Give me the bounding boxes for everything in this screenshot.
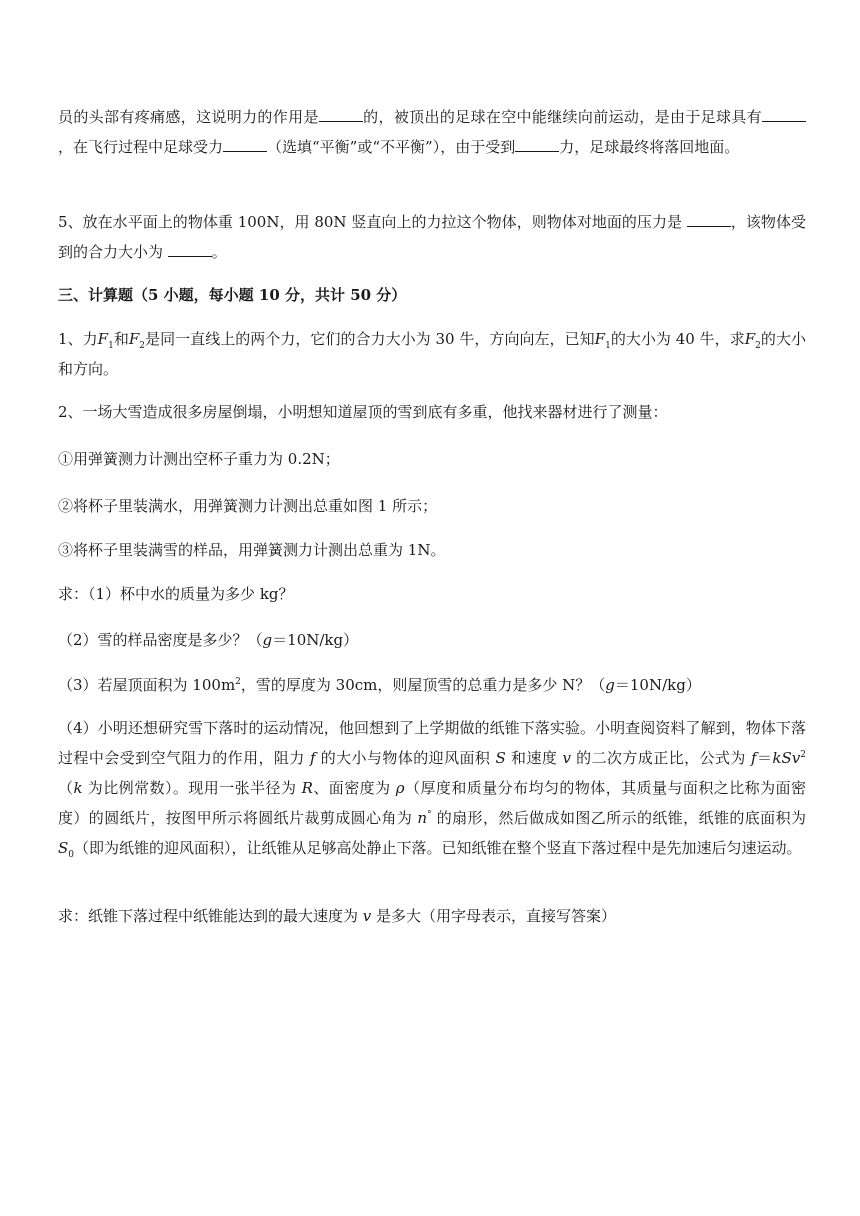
text: （厚度和质量分布均匀的物体，其质量与面积之比称为面密度）的圆纸片，按图甲所示将圆纸片裁剪成圆心角为 (58, 779, 806, 827)
step-2: ②将杯子里装满水，用弹簧测力计测出总重如图 1 所示； (58, 497, 438, 515)
step-1: ①用弹簧测力计测出空杯子重力为 0.2N； (58, 450, 340, 468)
paragraph-question-5 (58, 207, 806, 267)
text: 的，被顶出的足球在空中能继续向前运动，是由于足球具有 (362, 108, 762, 126)
text: 是同一直线上的两个力，它们的合力大小为 30 牛，方向向左，已知 (145, 330, 595, 348)
sub-question-1: 求：（1）杯中水的质量为多少 kg？ (58, 585, 294, 603)
sub-question-2 (58, 625, 806, 655)
answer-blank[interactable] (168, 242, 212, 257)
text: ，在飞行过程中足球受力 (58, 138, 224, 156)
text: ＝ (756, 749, 773, 767)
answer-blank[interactable] (515, 137, 559, 152)
sub: 0 (68, 850, 75, 860)
text: 的大小和方向。 (58, 330, 806, 378)
sup: 2 (235, 677, 241, 687)
text: 和 (113, 330, 129, 348)
text: ，雪的厚度为 30cm，则屋顶雪的总重力是多少 N？（ (240, 676, 606, 694)
step-3: ③将杯子里装满雪的样品，用弹簧测力计测出总重为 1N。 (58, 541, 446, 559)
calc-question-2-intro: 2、一场大雪造成很多房屋倒塌，小明想知道屋顶的雪到底有多重，他找来器材进行了测量： (58, 403, 668, 421)
text: （4）小明还想研究雪下落时的运动情况，他回想到了上学期做的纸锥下落实验。小明查阅资料了解到，物体下落过程中会受到空气阻力的作用，阻力 (58, 719, 806, 767)
text: 的大小为 40 牛，求 (610, 330, 745, 348)
text: 力，足球最终将落回地面。 (559, 138, 740, 156)
var-S0: S (58, 839, 69, 857)
text: 的扇形，然后做成如图乙所示的纸锥，纸锥的底面积为 (431, 809, 806, 827)
text: 是多大（用字母表示，直接写答案） (371, 907, 617, 925)
var-g: g (605, 676, 615, 694)
text: 、面密度为 (312, 779, 396, 797)
sub: 2 (139, 341, 146, 351)
text: ＝10N/kg） (614, 676, 701, 694)
text: （选填“平衡”或“不平衡”），由于受到 (267, 138, 516, 156)
var-F: F (594, 330, 606, 348)
sub-question-4 (58, 713, 806, 863)
text: ，该物体受到的合力大小为 (58, 213, 806, 261)
answer-blank[interactable] (687, 212, 731, 227)
text: 5、放在水平面上的物体重 100N，用 80N 竖直向上的力拉这个物体，则物体对地面的压力是 (58, 213, 687, 231)
text: 求：纸锥下落过程中纸锥能达到的最大速度为 (58, 907, 363, 925)
text: （即为纸锥的迎风面积），让纸锥从足够高处静止下落。已知纸锥在整个竖直下落过程中是先加速后匀速运动。 (74, 839, 802, 857)
var-k: k (73, 779, 83, 797)
var-F: F (128, 330, 140, 348)
var-n: n (417, 809, 428, 827)
paragraph-question-4-continued (58, 102, 806, 162)
text: 的二次方成正比，公式为 (570, 749, 751, 767)
var-rho: ρ (395, 779, 405, 797)
var-R: R (301, 779, 313, 797)
text: 。 (211, 243, 227, 261)
var-g: g (262, 631, 273, 649)
sub: 1 (605, 341, 611, 351)
var-S: S (495, 749, 506, 767)
text: （3）若屋顶面积为 100m (58, 676, 236, 694)
sup: ° (427, 810, 432, 820)
sub: 2 (755, 341, 761, 351)
answer-blank[interactable] (223, 137, 267, 152)
var-f: f (751, 749, 757, 767)
text: 员的头部有疼痛感，这说明力的作用是 (58, 108, 319, 126)
sub-question-3 (58, 670, 806, 700)
text: 1、力 (58, 330, 98, 348)
answer-blank[interactable] (762, 107, 806, 122)
text: 和速度 (505, 749, 563, 767)
text: ＝10N/kg） (272, 631, 359, 649)
section-heading: 三、计算题（5 小题，每小题 10 分，共计 50 分） (58, 286, 407, 304)
var-v: v (562, 749, 571, 767)
var-F: F (744, 330, 756, 348)
var-F: F (97, 330, 109, 348)
final-question (58, 901, 806, 931)
formula-ksv: kSv (772, 749, 801, 767)
text: 的大小与物体的迎风面积 (315, 749, 496, 767)
calc-question-1 (58, 324, 806, 384)
sub: 1 (108, 341, 114, 351)
var-v: v (362, 907, 372, 925)
text: （2）雪的样品密度是多少？（ (58, 631, 263, 649)
sup: 2 (800, 750, 806, 760)
var-f: f (309, 749, 316, 767)
text: 为比例常数）。现用一张半径为 (82, 779, 302, 797)
text: （ (58, 779, 74, 797)
answer-blank[interactable] (319, 107, 363, 122)
